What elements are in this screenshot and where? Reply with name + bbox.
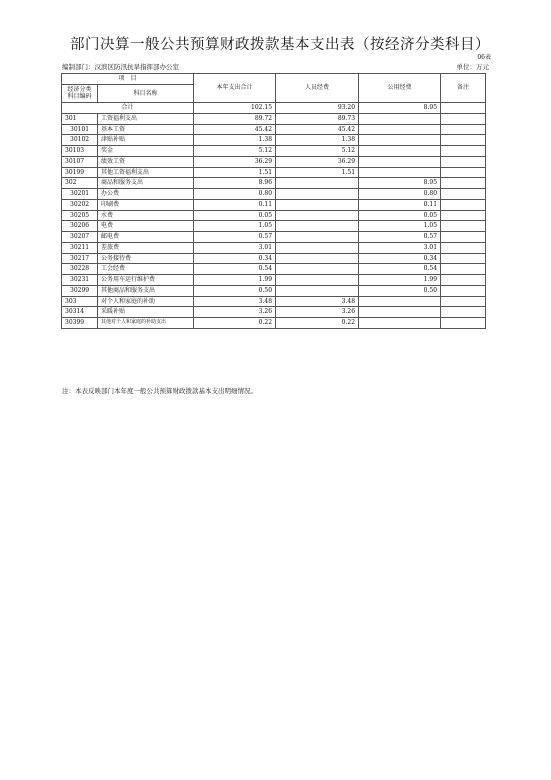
- cell-public: [359, 167, 441, 178]
- cell-total: 1.38: [194, 135, 276, 146]
- cell-remarks: [441, 318, 486, 329]
- cell-remarks: [441, 221, 486, 232]
- cell-public: 3.01: [359, 242, 441, 253]
- cell-code: 30399: [62, 318, 98, 329]
- cell-public: 0.80: [359, 189, 441, 200]
- cell-code: 30107: [62, 156, 98, 167]
- cell-name: 电费: [98, 221, 194, 232]
- footnote: 注：本表反映部门本年度一般公共预算财政拨款基本支出明细情况。: [62, 387, 257, 395]
- cell-total: 89.72: [194, 113, 276, 124]
- table-row: [62, 156, 486, 167]
- cell-code: 30211: [62, 242, 98, 253]
- table-row: [62, 167, 486, 178]
- cell-personnel: 36.29: [276, 156, 359, 167]
- cell-code: 30103: [62, 146, 98, 157]
- cell-remarks: [441, 189, 486, 200]
- cell-name: 其他商品和服务支出: [98, 285, 194, 296]
- cell-name: 采暖补贴: [98, 307, 194, 318]
- cell-total: 0.22: [194, 318, 276, 329]
- table-row: [62, 318, 486, 329]
- cell-name: 差旅费: [98, 242, 194, 253]
- table-row: [62, 264, 486, 275]
- cell-remarks: [441, 264, 486, 275]
- table-row: [62, 189, 486, 200]
- cell-code: 30102: [62, 135, 98, 146]
- cell-total: 3.01: [194, 242, 276, 253]
- header-row-top: [62, 74, 486, 85]
- page-title: 部门决算一般公共预算财政拨款基本支出表（按经济分类科目）: [70, 37, 490, 53]
- cell-remarks: [441, 199, 486, 210]
- total-row: [62, 103, 486, 114]
- cell-remarks: [441, 135, 486, 146]
- cell-name: 其他对个人和家庭的补助支出: [98, 318, 194, 329]
- table-number: 06表: [477, 54, 491, 61]
- cell-personnel: [276, 221, 359, 232]
- cell-total: 0.50: [194, 285, 276, 296]
- cell-code: 30217: [62, 253, 98, 264]
- cell-name: 公务接待费: [98, 253, 194, 264]
- table-row: [62, 296, 486, 307]
- cell-code: 302: [62, 178, 98, 189]
- table-row: [62, 210, 486, 221]
- cell-personnel: [276, 189, 359, 200]
- cell-personnel: [276, 285, 359, 296]
- cell-public: [359, 307, 441, 318]
- cell-remarks: [441, 113, 486, 124]
- cell-personnel: 3.48: [276, 296, 359, 307]
- cell-public: [359, 124, 441, 135]
- cell-name: 津贴补贴: [98, 135, 194, 146]
- cell-code: 30314: [62, 307, 98, 318]
- cell-total: 1.99: [194, 275, 276, 286]
- table-row: [62, 124, 486, 135]
- table-row: [62, 242, 486, 253]
- total-amount: 102.15: [194, 103, 276, 114]
- header-name: 科目名称: [98, 84, 194, 102]
- cell-personnel: 89.73: [276, 113, 359, 124]
- cell-remarks: [441, 307, 486, 318]
- table-row: [62, 221, 486, 232]
- cell-public: [359, 318, 441, 329]
- total-remarks: [441, 103, 486, 114]
- header-total: 本年支出合计: [194, 74, 276, 103]
- cell-personnel: [276, 232, 359, 243]
- cell-name: 其他工资福利支出: [98, 167, 194, 178]
- total-personnel: 93.20: [276, 103, 359, 114]
- cell-personnel: 1.38: [276, 135, 359, 146]
- table-row: [62, 232, 486, 243]
- cell-code: 30199: [62, 167, 98, 178]
- cell-total: 0.54: [194, 264, 276, 275]
- cell-name: 基本工资: [98, 124, 194, 135]
- cell-personnel: [276, 210, 359, 221]
- cell-total: 1.05: [194, 221, 276, 232]
- cell-public: [359, 113, 441, 124]
- cell-code: 301: [62, 113, 98, 124]
- cell-public: 0.57: [359, 232, 441, 243]
- cell-remarks: [441, 253, 486, 264]
- table-row: [62, 275, 486, 286]
- cell-total: 45.42: [194, 124, 276, 135]
- table-row: [62, 285, 486, 296]
- cell-remarks: [441, 210, 486, 221]
- cell-personnel: 45.42: [276, 124, 359, 135]
- cell-name: 公务用车运行维护费: [98, 275, 194, 286]
- cell-remarks: [441, 124, 486, 135]
- cell-total: 0.80: [194, 189, 276, 200]
- cell-total: 0.05: [194, 210, 276, 221]
- cell-personnel: [276, 275, 359, 286]
- cell-public: 0.05: [359, 210, 441, 221]
- cell-name: 邮电费: [98, 232, 194, 243]
- cell-name: 办公费: [98, 189, 194, 200]
- cell-name: 水费: [98, 210, 194, 221]
- cell-remarks: [441, 275, 486, 286]
- cell-personnel: [276, 199, 359, 210]
- cell-name: 印刷费: [98, 199, 194, 210]
- cell-code: 303: [62, 296, 98, 307]
- cell-total: 3.26: [194, 307, 276, 318]
- cell-code: 30228: [62, 264, 98, 275]
- org-label: 编制部门：汉滨区防汛抗旱指挥部办公室: [62, 63, 179, 71]
- cell-public: [359, 146, 441, 157]
- total-public: 8.95: [359, 103, 441, 114]
- cell-personnel: [276, 178, 359, 189]
- header-code: 经济分类科目编码: [62, 84, 98, 102]
- cell-code: 30205: [62, 210, 98, 221]
- cell-public: 0.11: [359, 199, 441, 210]
- cell-name: 商品和服务支出: [98, 178, 194, 189]
- cell-remarks: [441, 232, 486, 243]
- cell-total: 0.34: [194, 253, 276, 264]
- cell-public: 1.05: [359, 221, 441, 232]
- cell-total: 1.51: [194, 167, 276, 178]
- table-row: [62, 178, 486, 189]
- cell-total: 8.96: [194, 178, 276, 189]
- table-row: [62, 307, 486, 318]
- cell-personnel: 1.51: [276, 167, 359, 178]
- cell-remarks: [441, 296, 486, 307]
- cell-code: 30206: [62, 221, 98, 232]
- cell-name: 绩效工资: [98, 156, 194, 167]
- cell-public: [359, 296, 441, 307]
- cell-remarks: [441, 285, 486, 296]
- table-row: [62, 199, 486, 210]
- cell-remarks: [441, 156, 486, 167]
- cell-personnel: 0.22: [276, 318, 359, 329]
- cell-total: 3.48: [194, 296, 276, 307]
- unit-label: 单位：万元: [456, 63, 489, 71]
- cell-remarks: [441, 242, 486, 253]
- table-row: [62, 135, 486, 146]
- table-row: [62, 146, 486, 157]
- cell-code: 30299: [62, 285, 98, 296]
- cell-personnel: [276, 242, 359, 253]
- cell-public: 8.95: [359, 178, 441, 189]
- cell-total: 36.29: [194, 156, 276, 167]
- cell-public: 1.99: [359, 275, 441, 286]
- cell-public: [359, 156, 441, 167]
- cell-name: 对个人和家庭的补助: [98, 296, 194, 307]
- cell-code: 30201: [62, 189, 98, 200]
- header-personnel: 人员经费: [276, 74, 359, 103]
- cell-name: 工会经费: [98, 264, 194, 275]
- header-public: 公用经费: [359, 74, 441, 103]
- cell-code: 30202: [62, 199, 98, 210]
- cell-personnel: [276, 264, 359, 275]
- cell-public: 0.54: [359, 264, 441, 275]
- cell-remarks: [441, 146, 486, 157]
- cell-public: [359, 135, 441, 146]
- cell-total: 5.12: [194, 146, 276, 157]
- expenditure-table: [61, 73, 486, 329]
- total-label: 合计: [62, 103, 194, 114]
- cell-code: 30207: [62, 232, 98, 243]
- cell-public: 0.50: [359, 285, 441, 296]
- cell-code: 30231: [62, 275, 98, 286]
- cell-code: 30101: [62, 124, 98, 135]
- cell-public: 0.34: [359, 253, 441, 264]
- cell-personnel: 3.26: [276, 307, 359, 318]
- header-remarks: 备注: [441, 74, 486, 103]
- cell-personnel: [276, 253, 359, 264]
- table-row: [62, 253, 486, 264]
- cell-remarks: [441, 167, 486, 178]
- cell-name: 奖金: [98, 146, 194, 157]
- table-row: [62, 113, 486, 124]
- cell-personnel: 5.12: [276, 146, 359, 157]
- cell-remarks: [441, 178, 486, 189]
- cell-total: 0.11: [194, 199, 276, 210]
- cell-name: 工资福利支出: [98, 113, 194, 124]
- cell-total: 0.57: [194, 232, 276, 243]
- header-item: 项 目: [62, 74, 194, 85]
